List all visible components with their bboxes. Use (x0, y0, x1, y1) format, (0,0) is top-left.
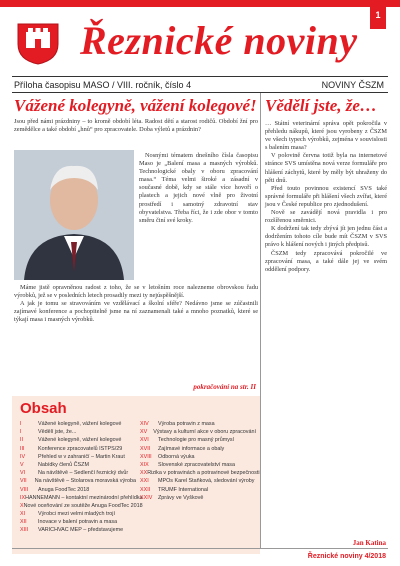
right-article-paragraph: K dodržení tak tedy zbývá jít jen jednu část a dodržením tohoto cíle bude mít ČSZM v SVS právo k hlášení nových i jiných předpisů. (265, 225, 387, 249)
top-bar (0, 0, 400, 7)
contents-item[interactable]: XVIII Odborná výuka (140, 453, 195, 460)
right-article-body (265, 120, 387, 534)
contents-item[interactable]: XI Výrobci mezi velmi mladých trojí (20, 511, 115, 518)
contents-item[interactable]: I Vážené kolegyně, vážení kolegové (20, 421, 122, 427)
contents-item[interactable]: III Konference zpracovatelů ISTPS/29 (20, 445, 123, 452)
left-article-paragraph: Máme jistě opravněnou radost z toho, že se v letošním roce nalezneme obrovskou řadu výrobků, jež se v posledních letech prosadily mezi ty nejúspěšnější. (14, 284, 258, 300)
contents-item[interactable]: VIII Anuga FoodTec 2018 (20, 486, 90, 493)
left-article-paragraph: Jsou před námi prázdniny – to kromě období léta. Radost dětí a starost rodičů. Období žní pro zemědělce a také období „hnů“ pro zpracovatele. Doba výletů a prázdnin? (14, 118, 258, 134)
right-article-headline: Vědělí jste, že… (265, 96, 377, 115)
contents-list-right (140, 420, 260, 502)
left-article-body (14, 284, 258, 382)
left-article-headline: Vážené kolegyně, vážení kolegové! (14, 96, 257, 115)
coat-of-arms-logo (14, 20, 62, 66)
portrait-photo (14, 150, 134, 280)
footer-issue: Řeznické noviny 4/2018 (307, 553, 386, 560)
right-article-paragraph: Nově se zavádějí nová pravidla i pro rozšířenou směrnici. (265, 209, 387, 225)
contents-item[interactable]: VI Na návštěvě – Sedlenčí řeznický dvůr (20, 470, 129, 477)
left-article-paragraph: A jak je tomu se stravováním ve vzdělávací a školní sféře? Nedávno jsme se zúčastnili zajímavé konference a pochopitelně jsme na ní zaznamenali také a mnoho poznatků, které se týkají masa i masných výrobků. (14, 300, 258, 324)
left-article-paragraph: Nosnými tématem dnešního čísla časopisu Maso je „Balení masa a masných výrobků. Technologické obaly v oboru zpracování masa.“ Téma velmi široké a zásadní v současné době, kdy se stále více hovoří o plastech a jejich nové vlně pro životní prostředí i samotný zdravotní stav obyvatelstva. Třeba říci, že i zde obor v tomto směru činí své kroky. (139, 152, 258, 224)
contents-item[interactable]: II Vážené kolegyně, vážení kolegové (20, 437, 122, 444)
masthead-subtitle: Příloha časopisu MASO / VIII. ročník, číslo 4 (14, 80, 192, 90)
right-article-paragraph: … Státní veterinární správa opět pokročila v přehledu nákupů, které jsou vyrobeny z ČSZM ve všech typech výrobků, zejména v souvislosti s balením masa? (265, 120, 387, 152)
contents-item[interactable]: XVI Technologie pro masný průmysl (140, 437, 234, 444)
footer-rule (12, 548, 388, 549)
right-article-paragraph: V polovině června totiž byla na internetové stránce SVS umístěna nová verze formuláře pro hlášení záchytů, které by měly být uhraženy do pěti dnů. (265, 152, 387, 184)
page-number-tab: 1 (370, 7, 386, 29)
contents-item[interactable]: XVII Zajímavé informace a obaly (140, 445, 225, 452)
left-article-side-text (139, 152, 258, 280)
contents-item[interactable]: IX HANNEMANN – kontaktní mezinárodní přehlídka (20, 494, 143, 501)
contents-item[interactable]: XIX Slovenské zpracovatelství masa (140, 461, 236, 468)
article-author: Jan Katina (352, 539, 386, 547)
contents-item[interactable]: VII Na návštěvě – Stolarova moravská výroba (20, 478, 136, 485)
contents-item[interactable]: XV Výstavy a kulturní akce v oboru zpracování (140, 429, 256, 436)
right-article-paragraph: ČSZM tedy zpracovává pokročilé ve zpracování masa, a také dále jej ve svém oddělení podpory. (265, 249, 387, 273)
contents-item[interactable]: XIII VARICHVAC MEP – představujeme (20, 527, 124, 534)
contents-item[interactable]: XXII TRUMF International (140, 486, 209, 493)
contents-item[interactable]: XXIV Zprávy ve Vyškově (140, 494, 204, 501)
contents-list-left (20, 420, 143, 535)
contents-box (12, 396, 260, 554)
contents-item[interactable]: XX Rizika v potravinách a potravinové bezpečnosti (140, 470, 260, 477)
contents-item[interactable]: X Nové oceňování ze soutěže Anuga FoodTec 2018 (20, 502, 143, 509)
right-article-paragraph: Před touto povinnou existencí SVS také správné formuláře při hlášení všech zvířat, které jsou v České republice pro zjednodušení. (265, 184, 387, 208)
masthead-rule-bottom (12, 92, 388, 93)
contents-item[interactable]: I Vědělí jste, že... (20, 429, 77, 436)
contents-item[interactable]: V Nabídky členů ČSZM (20, 461, 89, 468)
continued-note: pokračování na str. II (193, 383, 256, 391)
contents-item[interactable]: IV Přehled w v zahraničí – Martin Kraut (20, 453, 125, 460)
contents-heading: Obsah (20, 400, 67, 417)
contents-item[interactable]: XII Inovace v balení potravin a masa (20, 519, 118, 526)
column-divider (260, 93, 261, 548)
masthead-publisher: NOVINY ČSZM (321, 80, 384, 90)
left-article-intro (14, 118, 258, 150)
contents-item[interactable]: XIV Výroba potravin z masa (140, 421, 215, 427)
masthead-title: Řeznické noviny (80, 18, 358, 63)
masthead-rule-top (12, 76, 388, 77)
contents-item[interactable]: XXI MPOs Karel Staňková, sledování výroby (140, 478, 255, 485)
